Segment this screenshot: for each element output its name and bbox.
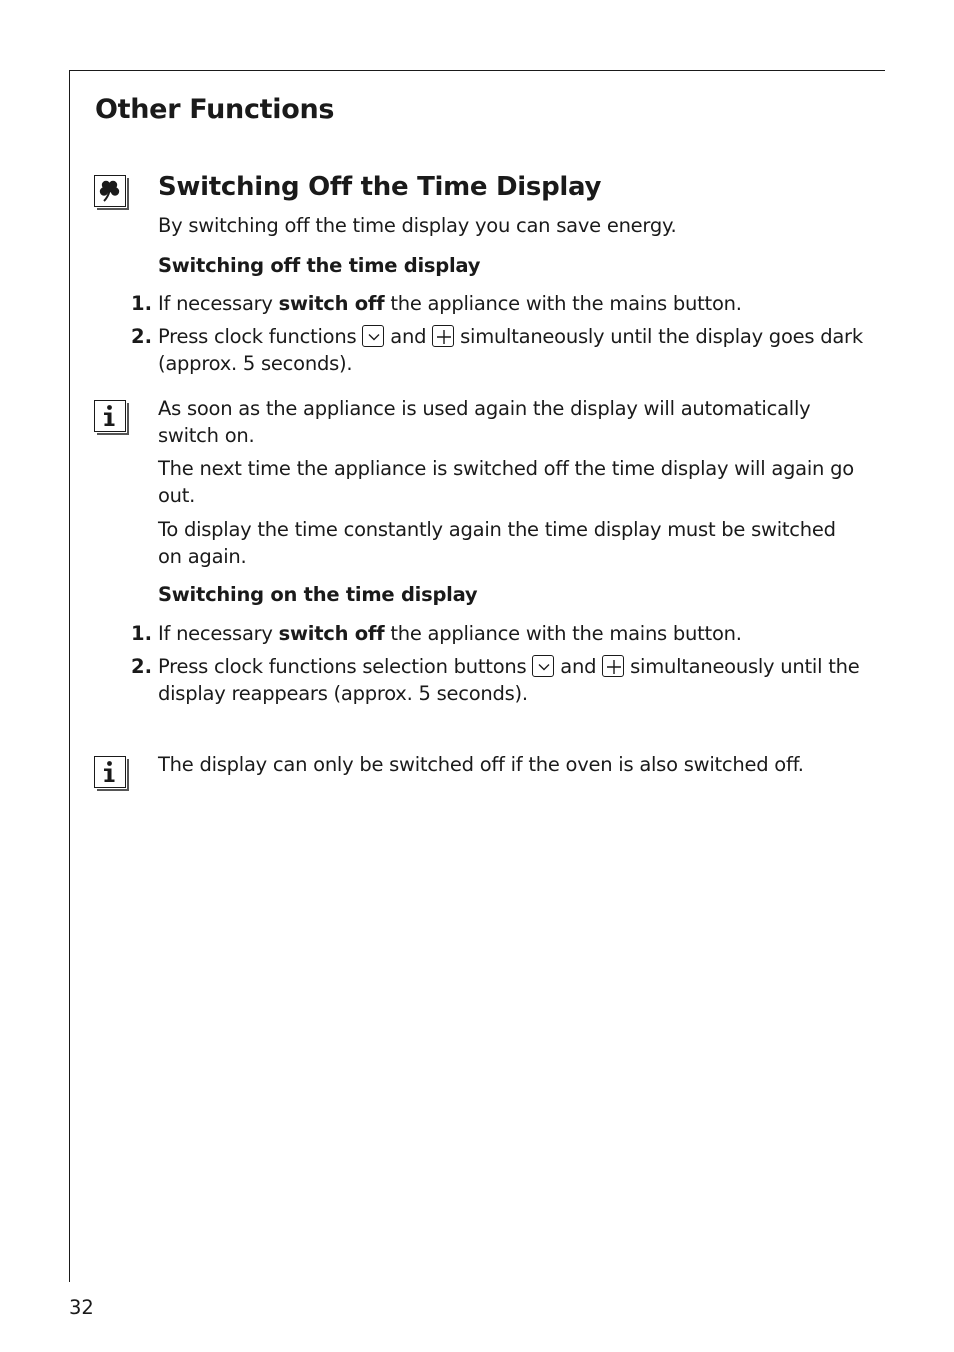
info-paragraph-2: The next time the appliance is switched off the time display will again go out. — [158, 457, 854, 507]
chevron-down-button-icon — [362, 325, 384, 347]
plus-button-icon — [602, 655, 624, 677]
section-heading: Switching Off the Time Display — [158, 172, 602, 202]
step-number: 1. — [131, 622, 152, 645]
info-icon — [94, 400, 126, 432]
step-switch-on-1: If necessary switch off the appliance with the mains button. — [158, 622, 742, 645]
step-number: 2. — [131, 325, 152, 348]
frame-left-rule — [69, 70, 70, 1282]
frame-top-rule — [69, 70, 885, 71]
plus-button-icon — [432, 325, 454, 347]
subheading-switch-off: Switching off the time display — [158, 254, 481, 277]
info-paragraph-3: To display the time constantly again the time display must be switched on again. — [158, 518, 836, 568]
step-number: 1. — [131, 292, 152, 315]
step-number: 2. — [131, 655, 152, 678]
info-paragraph-1: As soon as the appliance is used again the display will automatically switch on. — [158, 397, 811, 447]
page-title: Other Functions — [95, 94, 335, 125]
info-icon — [94, 756, 126, 788]
info-note: The display can only be switched off if the oven is also switched off. — [158, 753, 804, 776]
chevron-down-button-icon — [532, 655, 554, 677]
page-number: 32 — [69, 1296, 94, 1319]
clover-icon — [94, 175, 126, 207]
subheading-switch-on: Switching on the time display — [158, 583, 478, 606]
step-switch-off-1: If necessary switch off the appliance with the mains button. — [158, 292, 742, 315]
section-intro: By switching off the time display you can save energy. — [158, 214, 677, 237]
step-switch-on-2: Press clock functions selection buttons and simultaneously until the display reappears (approx. 5 seconds). — [158, 655, 860, 705]
step-switch-off-2: Press clock functions and simultaneously until the display goes dark (approx. 5 seconds). — [158, 325, 863, 375]
